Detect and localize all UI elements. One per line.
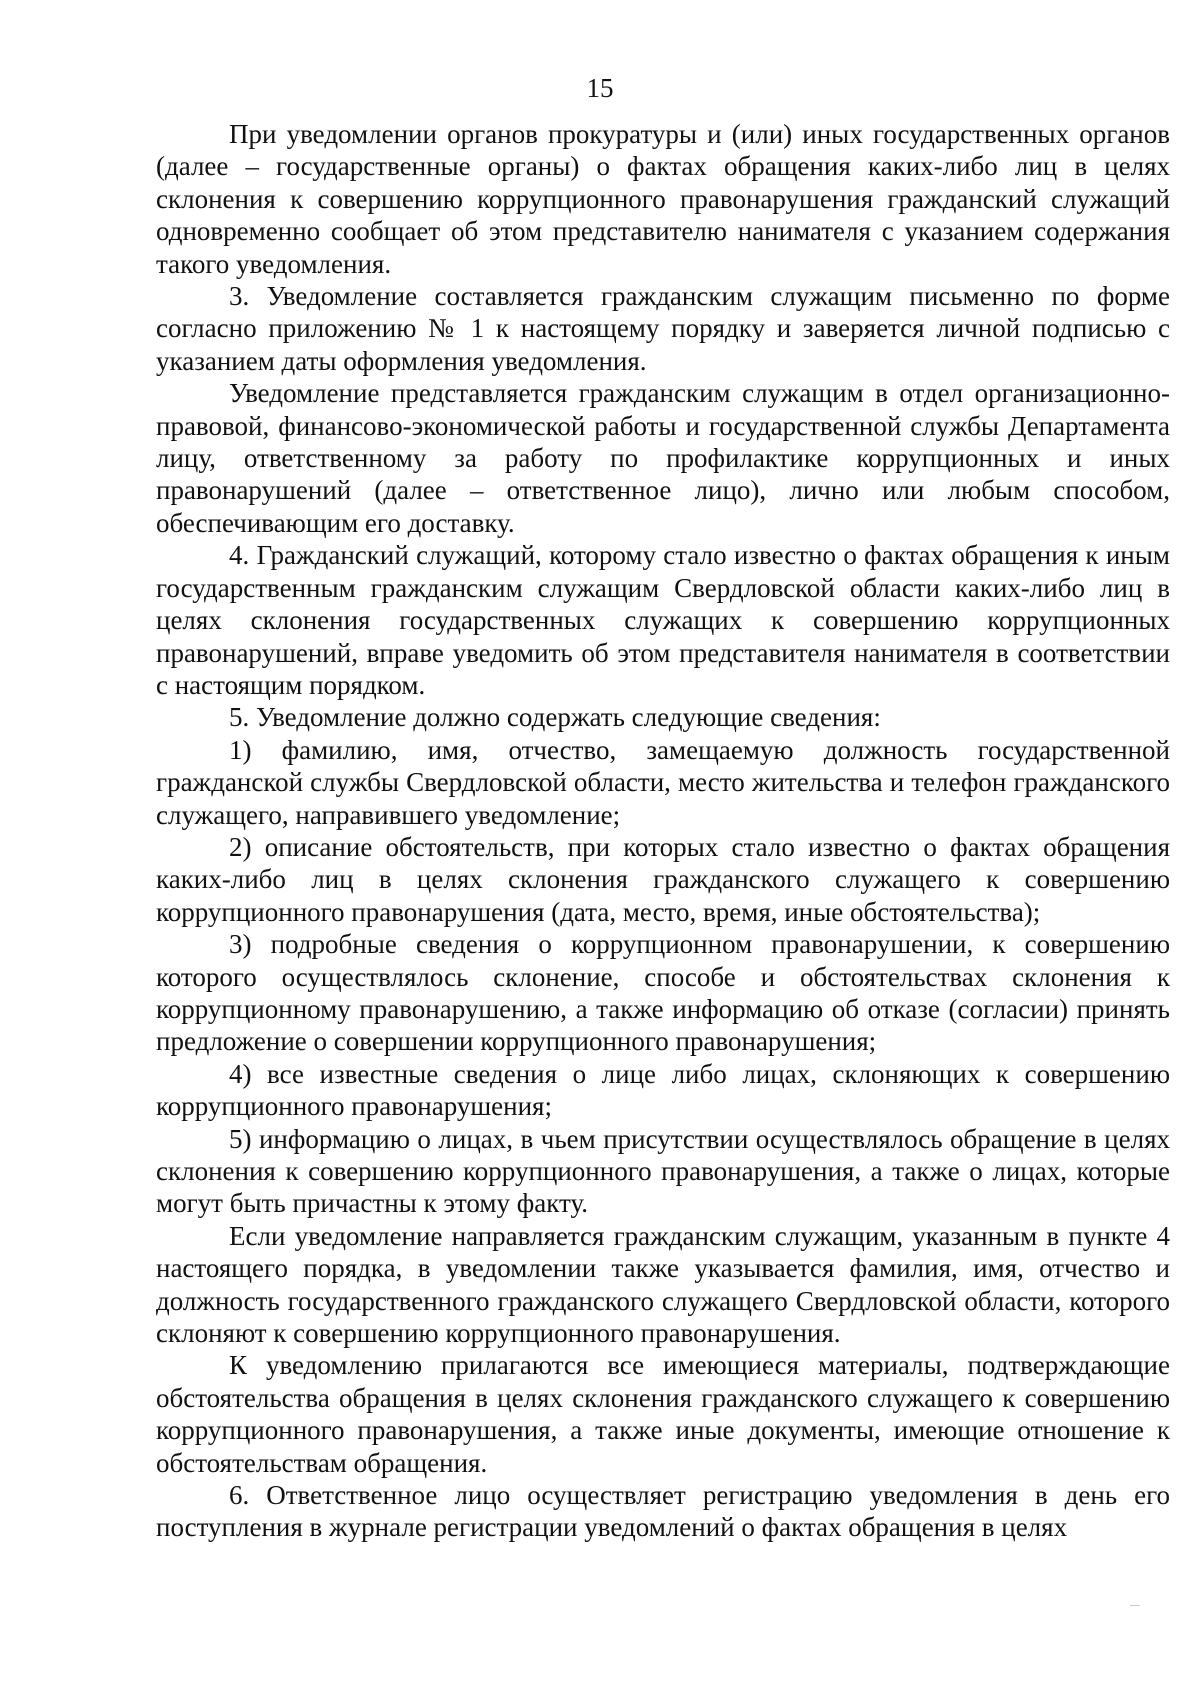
paragraph-subitem-5: 5) информацию о лицах, в чьем присутствии осуществлялось обращение в целях склонения к совершению коррупционного правонарушения, а также о лицах, которые могут быть причастны к этому факту.	[156, 1123, 1170, 1219]
paragraph-item-3: 3. Уведомление составляется гражданским служащим письменно по форме согласно приложению № 1 к настоящему порядку и заверяется личной подписью с указанием даты оформления уведомления.	[156, 281, 1170, 376]
page-number: 15	[586, 73, 614, 103]
paragraph-subitem-4: 4) все известные сведения о лице либо лицах, склоняющих к совершению коррупционного правонарушения;	[156, 1058, 1170, 1122]
paragraph-subitem-2: 2) описание обстоятельств, при которых стало известно о фактах обращения каких-либо лиц в целях склонения гражданского служащего к совершению коррупционного правонарушения (дата, место, время, иные обстоятельства);	[156, 831, 1170, 927]
paragraph-notice-delivery: Уведомление представляется гражданским служащим в отдел организационно-правовой, финансово-экономической работы и государственной службы Департамента лицу, ответственному за работу по профилактике коррупционных и иных правонарушений (далее – ответственное лицо), лично или любым способом, обеспечивающим его доставку.	[156, 378, 1170, 538]
paragraph-other-servant: Если уведомление направляется гражданским служащим, указанным в пункте 4 настоящего порядка, в уведомлении также указывается фамилия, имя, отчество и должность государственного гражданского служащего Свердловской области, которого склоняют к совершению коррупционного правонарушения.	[156, 1220, 1170, 1349]
document-body	[156, 118, 1170, 1544]
paragraph-item-5: 5. Уведомление должно содержать следующие сведения:	[229, 702, 881, 733]
paragraph-attachments: К уведомлению прилагаются все имеющиеся материалы, подтверждающие обстоятельства обращения в целях склонения гражданского служащего к совершению коррупционного правонарушения, а также иные документы, имеющие отношение к обстоятельствам обращения.	[156, 1350, 1170, 1478]
scan-mark	[1130, 1605, 1140, 1606]
paragraph-item-4: 4. Гражданский служащий, которому стало известно о фактах обращения к иным государственным гражданским служащим Свердловской области каких-либо лиц в целях склонения государственных служащих к совершению коррупционных правонарушений, вправе уведомить об этом представителя нанимателя в соответствии с настоящим порядком.	[156, 540, 1170, 700]
paragraph-prosecutor-notice: При уведомлении органов прокуратуры и (или) иных государственных органов (далее – государственные органы) о фактах обращения каких-либо лиц в целях склонения к совершению коррупционного правонарушения гражданский служащий одновременно сообщает об этом представителю нанимателя с указанием содержания такого уведомления.	[156, 119, 1170, 279]
paragraph-item-6: 6. Ответственное лицо осуществляет регистрацию уведомления в день его поступления в журнале регистрации уведомлений о фактах обращения в целях	[156, 1480, 1170, 1543]
paragraph-subitem-1: 1) фамилию, имя, отчество, замещаемую должность государственной гражданской службы Свердловской области, место жительства и телефон гражданского служащего, направившего уведомление;	[156, 734, 1170, 830]
paragraph-subitem-3: 3) подробные сведения о коррупционном правонарушении, к совершению которого осуществлялось склонение, способе и обстоятельствах склонения к коррупционному правонарушению, а также информацию об отказе (согласии) принять предложение о совершении коррупционного правонарушения;	[156, 929, 1170, 1057]
